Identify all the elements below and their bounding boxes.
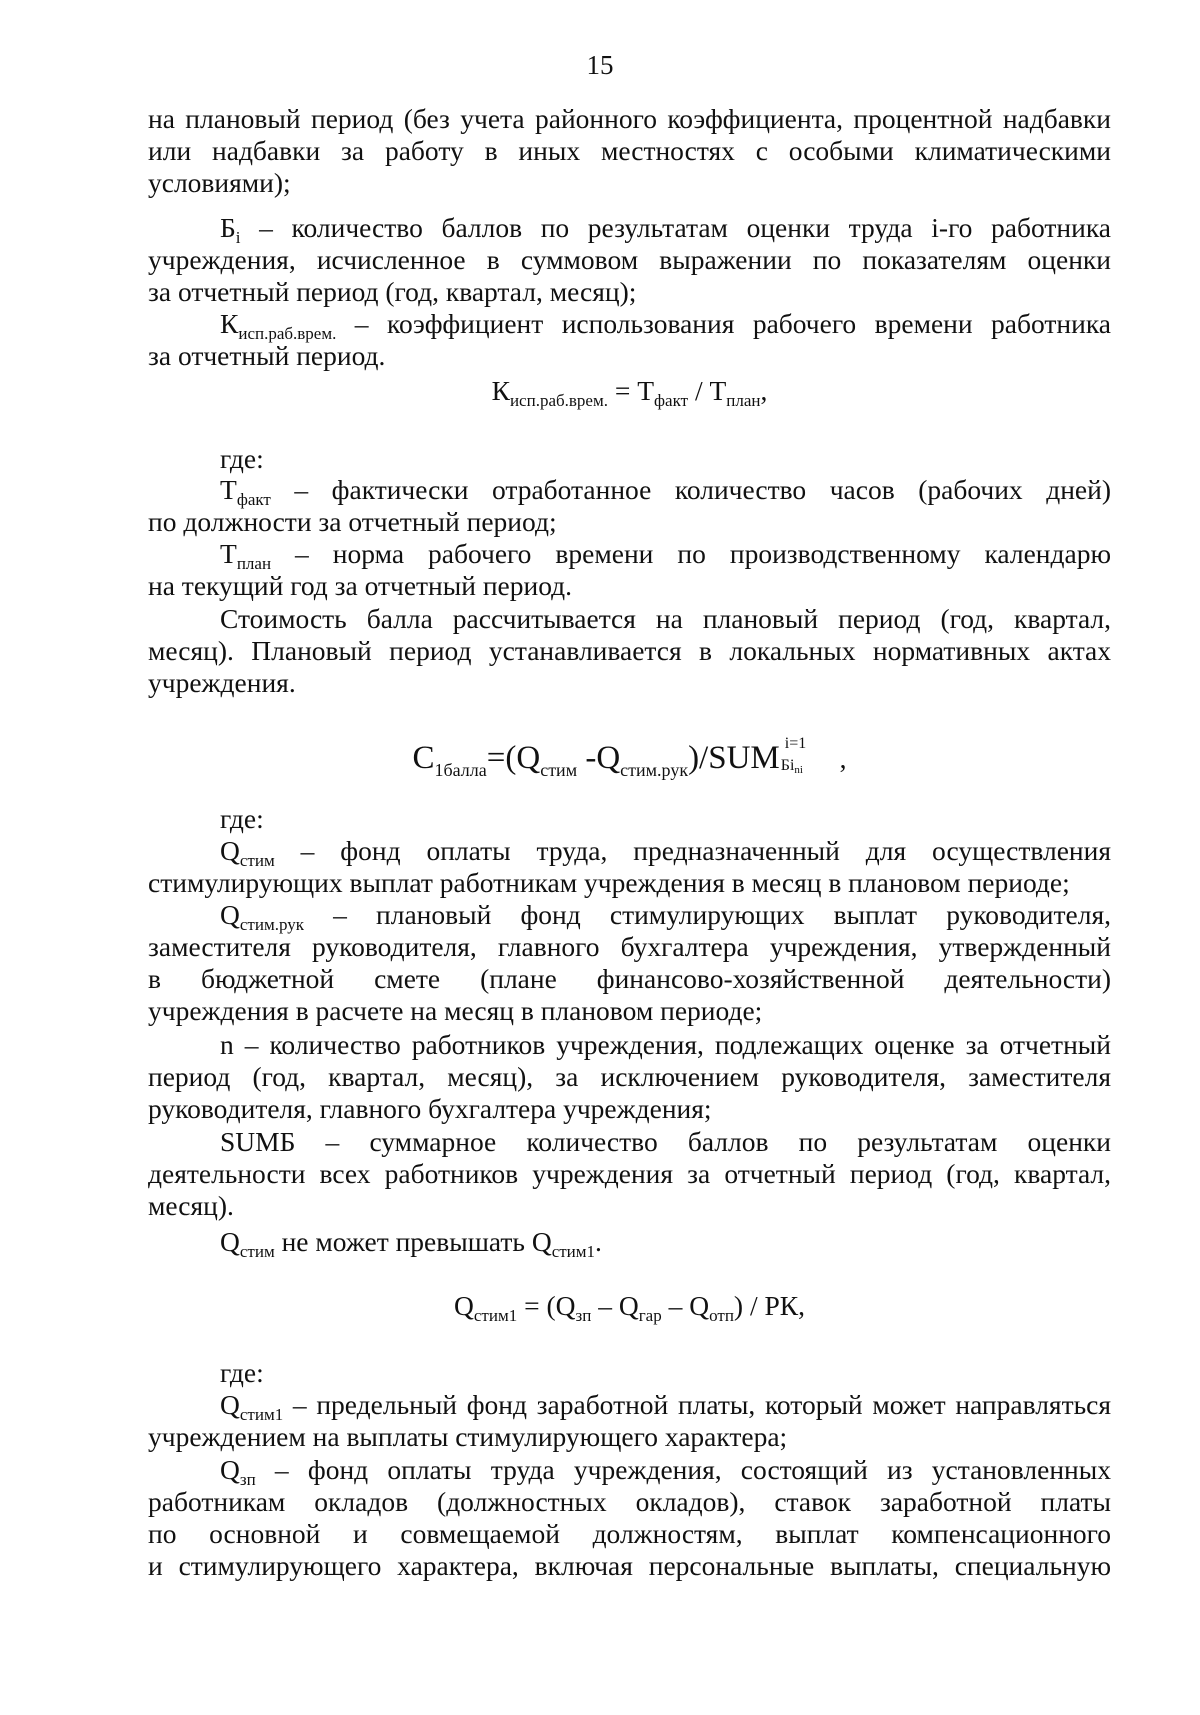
text-line: n – количество работников учреждения, подлежащих оценке за отчетный — [220, 1029, 1111, 1060]
formula-q-stim1: $Q_{стим1} = (Q_{зп} - Q_{гар} - Q_{отп})$ / РК, — [454, 1290, 805, 1325]
symbol-subscript: исп.раб.врем. — [238, 324, 337, 343]
sum-limits: i=1 Бini — [780, 735, 807, 777]
definition-text: – количество баллов по результатам оценки труда i-го работника — [240, 212, 1111, 243]
text-line: период (год, квартал, месяц), за исключением руководителя, заместителя — [148, 1061, 1111, 1092]
text-line: Стоимость балла рассчитывается на плановый период (год, квартал, — [220, 603, 1111, 634]
where-label: где: — [220, 443, 264, 474]
where-label: где: — [220, 1357, 264, 1388]
text-line: заместителя руководителя, главного бухгалтера учреждения, утвержденный — [148, 931, 1111, 962]
definition-q-stim: $Q_{стим}$ – фонд оплаты труда, предназначенный для осуществления — [220, 835, 1111, 870]
text-line: по основной и совмещаемой должностям, выплат компенсационного — [148, 1518, 1111, 1549]
text-line: стимулирующих выплат работникам учреждения в месяц в плановом периоде; — [148, 867, 1070, 898]
text-line: условиями); — [148, 167, 291, 198]
text-line: учреждения, исчисленное в суммовом выражении по показателям оценки — [148, 244, 1111, 275]
definition-q-zp: $Q_{зп}$ – фонд оплаты труда учреждения, состоящий из установленных — [220, 1454, 1111, 1489]
definition-q-stim-ruk: $Q_{стим.рук}$ – плановый фонд стимулирующих выплат руководителя, — [220, 899, 1111, 934]
text-line: учреждения в расчете на месяц в плановом периоде; — [148, 995, 763, 1026]
definition-t-plan: $Т_{план}$ – норма рабочего времени по производственному календарю — [220, 538, 1111, 573]
formula-k-usage: $К_{исп.раб.врем.} = Т_{факт} / Т_{план}$, — [491, 375, 768, 410]
symbol: К — [220, 308, 239, 339]
text-line: работникам окладов (должностных окладов), ставок заработной платы — [148, 1486, 1111, 1517]
formula-point-cost: $С_{1балла}=(Q_{стим}$ $-Q_{стим.рук}$)/SUM i=1 Бini , — [412, 735, 847, 780]
text-line: деятельности всех работников учреждения за отчетный период (год, квартал, — [148, 1158, 1111, 1189]
text-line: месяц). Плановый период устанавливается в локальных нормативных актах — [148, 635, 1111, 666]
symbol-subscript: i — [235, 228, 241, 247]
where-label: где: — [220, 803, 264, 834]
text-line: месяц). — [148, 1190, 234, 1221]
text-line: на плановый период (без учета районного коэффициента, процентной надбавки — [148, 103, 1111, 134]
text-line: по должности за отчетный период; — [148, 506, 557, 537]
text-line: в бюджетной смете (плане финансово-хозяйственной деятельности) — [148, 963, 1111, 994]
text-line: учреждения. — [148, 667, 296, 698]
text-line: за отчетный период (год, квартал, месяц); — [148, 276, 637, 307]
text-line: руководителя, главного бухгалтера учреждения; — [148, 1093, 712, 1124]
text-line: за отчетный период. — [148, 340, 386, 371]
text-line: и стимулирующего характера, включая персональные выплаты, специальную — [148, 1550, 1111, 1581]
text-line: или надбавки за работу в иных местностях с особыми климатическими — [148, 135, 1111, 166]
symbol: Б — [220, 212, 236, 243]
definition-q-stim1: $Q_{стим1}$ – предельный фонд заработной платы, который может направляться — [220, 1389, 1111, 1424]
definition-t-fakt: $Т_{факт}$ – фактически отработанное количество часов (рабочих дней) — [220, 474, 1111, 509]
constraint-line: $Q_{стим}$ не может превышать $Q_{стим1}$. — [220, 1226, 602, 1261]
definition-text: – коэффициент использования рабочего времени работника — [336, 308, 1111, 339]
text-line: на текущий год за отчетный период. — [148, 570, 573, 601]
text-line: SUMБ – суммарное количество баллов по результатам оценки — [220, 1126, 1111, 1157]
text-line: учреждением на выплаты стимулирующего характера; — [148, 1421, 788, 1452]
page-number: 15 — [586, 50, 614, 80]
